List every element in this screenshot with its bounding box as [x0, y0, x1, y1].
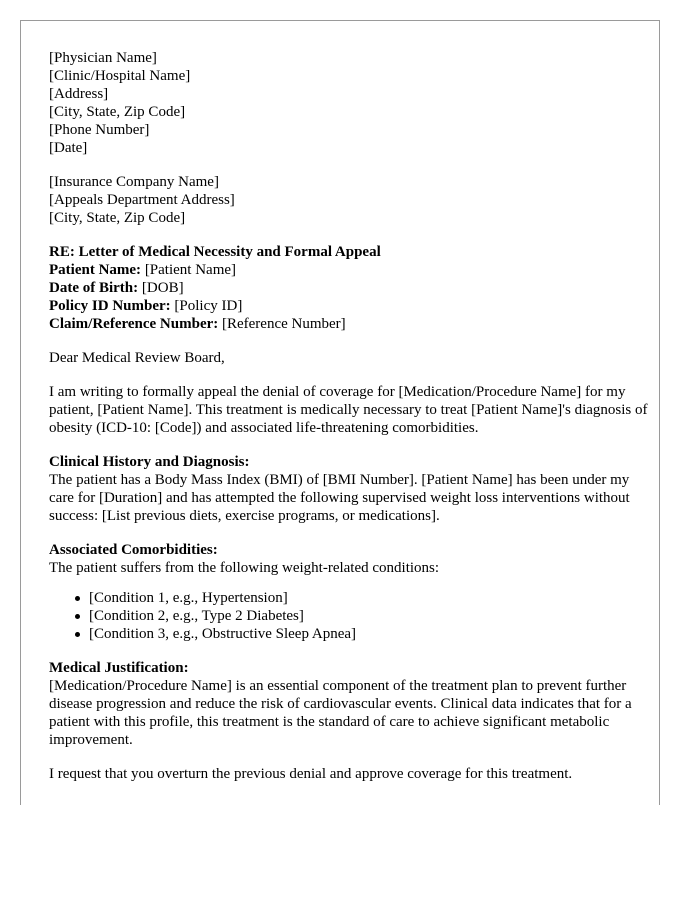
bullet-icon [75, 596, 80, 601]
dob-value: [DOB] [138, 280, 184, 296]
insurance-company-name: [Insurance Company Name] [49, 174, 219, 190]
list-item: [Condition 3, e.g., Obstructive Sleep Apnea] [89, 625, 649, 643]
patient-name-label: Patient Name: [49, 262, 142, 278]
justification-section [49, 659, 649, 749]
comorbidities-list [49, 589, 649, 643]
recipient-block [49, 173, 649, 227]
list-item: [Condition 1, e.g., Hypertension] [89, 589, 649, 607]
physician-name: [Physician Name] [49, 50, 157, 66]
claim-row [49, 315, 649, 333]
intro-paragraph: I am writing to formally appeal the denial of coverage for [Medication/Procedure Name] for my patient, [Patient Name]. This treatment is medically necessary to treat [Patient Name]'s diagnosis of obesity (ICD-10: [Code]) and associated life-threatening comorbidities. [49, 384, 648, 436]
patient-name-value: [Patient Name] [141, 262, 237, 278]
dob-label: Date of Birth: [49, 280, 139, 296]
letter-page [20, 20, 660, 805]
clinical-heading: Clinical History and Diagnosis: [49, 454, 250, 470]
policy-label: Policy ID Number: [49, 298, 171, 314]
clinical-section [49, 453, 649, 525]
request-paragraph: I request that you overturn the previous denial and approve coverage for this treatment. [49, 766, 573, 782]
re-block [49, 243, 649, 333]
patient-name-row [49, 261, 649, 279]
re-subject: RE: Letter of Medical Necessity and Formal Appeal [49, 244, 381, 260]
justification-text: [Medication/Procedure Name] is an essential component of the treatment plan to prevent further disease progression and reduce the risk of cardiovascular events. Clinical data indicates that for a patient with this profile, this treatment is the standard of care to achieve significant metabolic improvement. [49, 678, 632, 748]
comorbidities-text: The patient suffers from the following weight-related conditions: [49, 560, 440, 576]
sender-phone: [Phone Number] [49, 122, 150, 138]
list-item: [Condition 2, e.g., Type 2 Diabetes] [89, 607, 649, 625]
claim-value: [Reference Number] [218, 316, 346, 332]
policy-value: [Policy ID] [170, 298, 243, 314]
recipient-city-state-zip: [City, State, Zip Code] [49, 210, 186, 226]
sender-address: [Address] [49, 86, 109, 102]
dob-row [49, 279, 649, 297]
letter-content [49, 49, 649, 799]
comorbidities-section [49, 541, 649, 577]
justification-heading: Medical Justification: [49, 660, 189, 676]
bullet-icon [75, 614, 80, 619]
letter-date: [Date] [49, 140, 88, 156]
clinic-name: [Clinic/Hospital Name] [49, 68, 191, 84]
comorbidities-heading: Associated Comorbidities: [49, 542, 218, 558]
sender-block [49, 49, 649, 157]
claim-label: Claim/Reference Number: [49, 316, 219, 332]
appeals-department-address: [Appeals Department Address] [49, 192, 235, 208]
clinical-text: The patient has a Body Mass Index (BMI) of [BMI Number]. [Patient Name] has been under my care for [Duration] and has attempted the following supervised weight loss interventions without success: [List previous diets, exercise programs, or medications]. [49, 472, 630, 524]
bullet-icon [75, 632, 80, 637]
sender-city-state-zip: [City, State, Zip Code] [49, 104, 186, 120]
policy-row [49, 297, 649, 315]
salutation: Dear Medical Review Board, [49, 350, 225, 366]
